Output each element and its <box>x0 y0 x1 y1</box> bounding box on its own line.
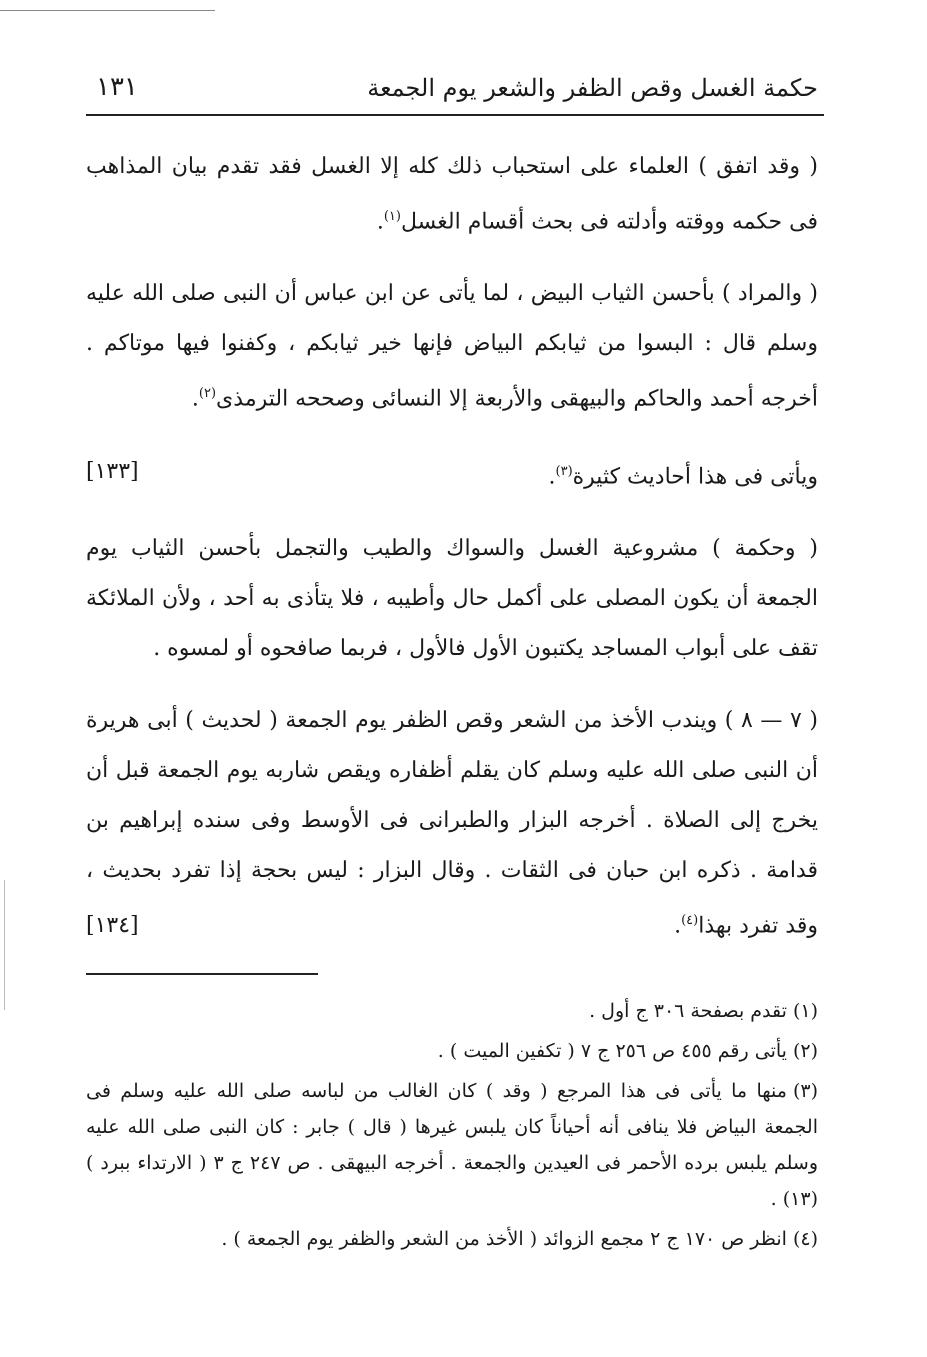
page-edge-line <box>4 880 5 1010</box>
footnote-rule <box>86 973 318 975</box>
footnote-4: (٤)انظر ص ١٧٠ ج ٢ مجمع الزوائد ( الأخذ من الشعر والظفر يوم الجمعة ) . <box>221 1228 818 1251</box>
paragraph-2: ( والمراد ) بأحسن الثياب البيض ، لما يأتى عن ابن عباس أن النبى صلى الله عليه وسلم قال : البسوا من ثيابكم البياض فإنها خير ثيابكم ، وكفنوا فيها موتاكم . أخرجه أحمد والحاكم والبيهقى والأربعة إلا النسائى وصححه الترمذى$^{(٢)}$. <box>86 281 818 412</box>
top-scan-line <box>0 10 215 11</box>
main-text <box>86 142 818 951</box>
page-number: ١٣١ <box>96 72 138 102</box>
paragraph-5: ( ٧ — ٨ ) ويندب الأخذ من الشعر وقص الظفر يوم الجمعة ( لحديث ) أبى هريرة أن النبى صلى الله عليه وسلم كان يقلم أظفاره ويقص شاربه يوم الجمعة قبل أن يخرج إلى الصلاة . أخرجه البزار والطبرانى فى الأوسط وفى سنده إبراهيم بن قدامة . ذكره ابن حبان فى الثقات . وقال البزار : ليس بحجة إذا تفرد بحديث ، وقد تفرد بهذا$^{(٤)}$. [١٣٤] <box>86 696 818 951</box>
footnote-2: (٢)يأتى رقم ٤٥٥ ص ٢٥٦ ج ٧ ( تكفين الميت ) . <box>437 1040 818 1063</box>
paragraph-3: ويأتى فى هذا أحاديث كثيرة$^{(٣)}$. [١٣٣] <box>86 447 818 502</box>
footnote-3: (٣)منها ما يأتى فى هذا المرجع ( وقد ) كان الغالب من لباسه صلى الله عليه وسلم فى الجمعة البياض فلا ينافى أنه أحياناً كان يلبس غيرها ( قال ) جابر : كان النبى صلى الله عليه وسلم يلبس برده الأحمر فى العيدين والجمعة . أخرجه البيهقى . ص ٢٤٧ ج ٣ ( الارتداء ببرد ) (١٣) . <box>86 1080 818 1211</box>
book-page <box>86 60 818 1261</box>
paragraph-1: ( وقد اتفق ) العلماء على استحباب ذلك كله إلا الغسل فقد تقدم بيان المذاهب فى حكمه ووقته وأدلته فى بحث أقسام الغسل$^{(١)}$. <box>86 154 818 235</box>
footnote-marker: (٤) <box>681 912 699 928</box>
footnote-1: (١)تقدم بصفحة ٣٠٦ ج أول . <box>589 1000 818 1023</box>
running-title: حكمة الغسل وقص الظفر والشعر يوم الجمعة <box>367 74 818 102</box>
header-rule <box>86 114 824 116</box>
footnote-marker: (٣) <box>555 463 573 479</box>
page-header <box>86 60 818 116</box>
hadith-reference-number: [١٣٤] <box>86 913 139 939</box>
footnotes <box>86 993 818 1257</box>
footnote-marker: (٢) <box>198 386 217 402</box>
hadith-reference-number: [١٣٣] <box>86 458 139 484</box>
footnote-marker: (١) <box>383 209 401 224</box>
paragraph-4: ( وحكمة ) مشروعية الغسل والسواك والطيب والتجمل بأحسن الثياب يوم الجمعة أن يكون المصلى على أكمل حال وأطيبه ، فلا يتأذى به أحد ، ولأن الملائكة تقف على أبواب المساجد يكتبون الأول فالأول ، فربما صافحوه أو لمسوه . <box>86 535 818 661</box>
